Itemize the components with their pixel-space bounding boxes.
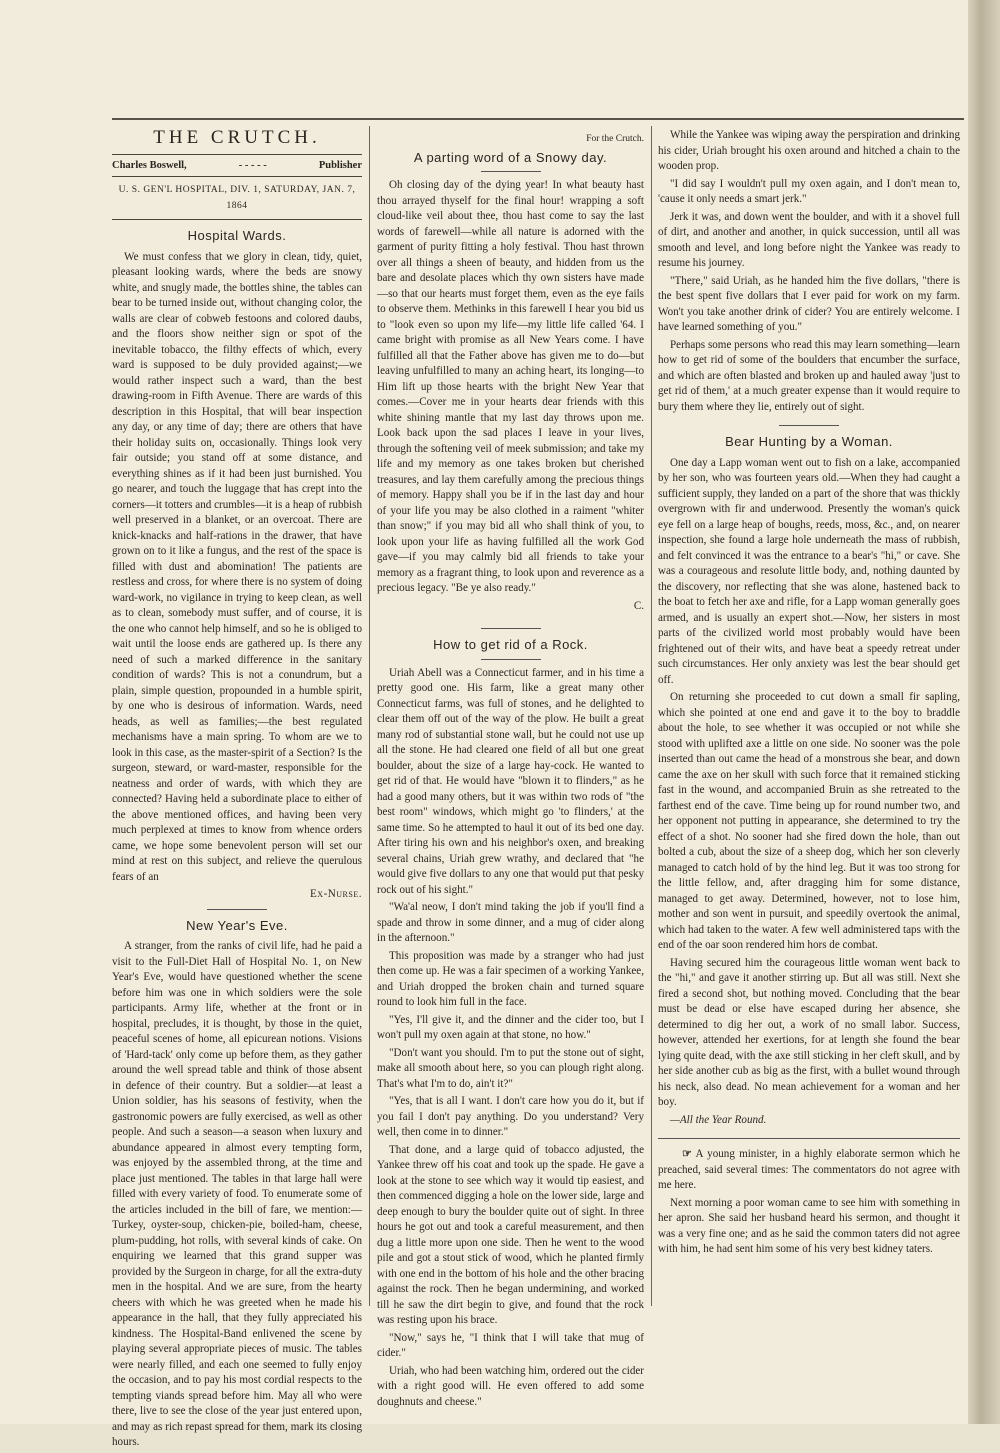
bear-paragraph: On returning she proceeded to cut down a small fir sapling, which she pointed at one end and gave it to the boy to braddle about the hole, to see whether it was occupied or not while she stood with uplifted axe a little on one side. No sooner was the pole inserted than out came the head of a monstrous she bear, and down came the axe on her skull with such force that it remained sticking fast in the wound, and accompanied Bruin as she retreated to the farthest end of the cave. Time being up for round number two, and her opponent not putting in appearance, she determined to try the effect of a shot. No sooner had she fired down the hole, than out bolted a cub, about the size of a sheep dog, which her son cleverly managed to catch hold of by the hind leg. But it was too strong for the little fellow, and, after dragging him for some distance, managed to get away. Determined, however, not to lose him, mother and son went in pursuit, and speedily overtook the animal, which had taken to the water. A few well administered taps with the end of the oar soon rendered him hors de combat.	[658, 691, 960, 951]
bear-source: —All the Year Round.	[670, 1113, 767, 1126]
page-binding-edge	[968, 0, 1000, 1424]
hospital-wards-heading: Hospital Wards.	[187, 228, 287, 243]
dateline: U. S. GEN'L HOSPITAL, DIV. 1, SATURDAY, JAN. 7, 1864	[112, 177, 362, 220]
for-the-crutch-line: For the Crutch.	[586, 134, 644, 144]
bear-heading: Bear Hunting by a Woman.	[725, 434, 893, 449]
bear-paragraph: One day a Lapp woman went out to fish on a lake, accompanied by her son, who was fourteen years old.—When they had caught a sufficient supply, they landed on a part of the shore that was thickly overgrown with fir and underwood. Presently the woman's quick eye fell on a large heap of boughs, reeds, moss, &c., and, on nearer inspection, she found a large hole underneath the mass of rubbish, and felt convinced it was the entrance to a bear's "hi," or cave. She was a courageous and resolute little body, and, nothing daunted by the discovery, nor reflecting that she was alone, hastened back to the boat to fetch her axe and rifle, for a Lapp woman generally goes armed, and is usually an expert shot.—Now, her sisters in most parts of the civilized world most probably would have been frightened out of their wits, and have beat a speedy retreat under such circumstances. Her only anxiety was lest the bear should get off.	[658, 456, 960, 686]
column-1	[112, 128, 362, 1453]
rock-heading: How to get rid of a Rock.	[433, 637, 588, 652]
parting-word-body: Oh closing day of the dying year! In what beauty hast thou arrayed thyself for the final hour! wrapping a soft cloud-like veil about thee, thou hast come to say the last words of farewell—while all nature is adorned with the garment of purity fitting a holy festival. Thou hast thrown over all things a sheen of beauty, and hidden from us the bare and desolate places which thy own sisters have made—so that our hearts must forget them, even as the eye fails to observe them. Methinks in this farewell I hear you bid us to "look even so upon my life—my little life called '64. I came bright with promise as all New Years come. I have fulfilled all that the Father above has given me to do—but leaving unfulfilled to many an aching heart, its longing—to Him lift up those hearts with the bright New Year that comes.—Cover me in your hearts dear friends with this white shining mantle that my last day throws upon me. Look back upon the sad places I leave in your lives, through the softening veil of meek submission; and take my life and my memory as one takes broken but cherished treasures, and lay them carefully among the precious things of memory. Happy shall you be if in the last day and hour of your life you may be also clothed in a raiment "whiter than snow;" if you may bid all who shall think of you, to look upon your life as having fulfilled all the work God gave—if you may calmly bid all friends to take your memory as a fragrant thing, to look upon and reverence as a precious legacy. "Be ye also ready."	[377, 179, 644, 594]
bear-paragraph: Having secured him the courageous little woman went back to the "hi," and gave it another stirring up. But all was still. Next she fired a second shot, but nothing moved. Concluding that the bear must be dead or else have escaped during her absence, she determined to dig her out, a work of no small labor. Success, however, attended her exertions, for at length she found the bear lying quite dead, with the axe still sticking in her cleft skull, and by her side another cub as big as the first, with a bullet wound through his neck, also dead. No mean achievement for a woman and her boy.	[658, 956, 960, 1108]
publisher-dashes: - - - - -	[238, 159, 267, 171]
section-divider	[658, 1138, 960, 1139]
minister-paragraph: Next morning a poor woman came to see him with something in her apron. She said her husband heard his sermon, and thought it was a very fine one; and as he said the common taters did not agree with him, he had sent him some of his very best kidney taters.	[658, 1196, 960, 1255]
section-divider	[481, 171, 541, 172]
rock-paragraph: That done, and a large quid of tobacco adjusted, the Yankee threw off his coat and took up the spade. He gave a look at the stone to see which way it would tip easiest, and then commenced digging a hole on the lower side, large and deep enough to bury the boulder quite out of sight. In three hours he got out and took a careful measurement, and then dug a little more upon one side. Then he went to the wood pile and got a stout stick of wood, which he planted firmly with one end in the bottom of his hole and the other bracing against the rock. Then he began undermining, and worked till he saw the dirt begin to give, and found that the rock was resting upon his brace.	[377, 1143, 644, 1326]
rock-paragraph: Jerk it was, and down went the boulder, and with it a shovel full of dirt, and another and another, in quick succession, until all was smooth and level, and long before night the Yankee was ready to resume his journey.	[658, 210, 960, 269]
rock-paragraph: Perhaps some persons who read this may learn something—learn how to get rid of some of the boulders that encumber the surface, and which are often blasted and broken up and hauled away 'just to get rid of them,' at a much greater expense than it would require to bury them where they lie, entirely out of sight.	[658, 338, 960, 413]
new-years-eve-body: A stranger, from the ranks of civil life, had he paid a visit to the Full-Diet Hall of Hospital No. 1, on New Year's Eve, would have questioned whether the scene before him was one in which soldiers were the sole participants. Army life, whether at the front or in hospital, precludes, it is thought, by those in the quiet, peaceful scenes of home, all epicurean notions. Visions of 'Hard-tack' only come up before them, as they gather around the well spread table and think of those absent in defence of their country. But a soldier—at least a Union soldier, has his seasons of festivity, when the gastronomic powers are fully exercised, as well as other people. And such a season—a season when luxury and abundance appeared in almost every tempting form, was enjoyed by the assembled throng, at the time and place just mentioned. The tables in that large hall were filled with every variety of food. To enumerate some of the articles included in the bill of fare, we mention:—Turkey, oyster-soup, chicken-pie, boiled-ham, cheese, plum-pudding, hot rolls, with several kinds of cake. On enquiring we learned that this grand supper was provided by the Surgeon in charge, for all the extra-duty men in the hospital. And we are sure, from the hearty cheers with which he was greeted when he made his appearance in the hall, that they fully appreciated his kindness. The Hospital-Band enlivened the scene by playing several appropriate pieces of music. The tables were nearly filled, and each one seemed to fully enjoy the occasion, and to pay his most cordial respects to the tempting viands spread before him. May all who were there, live to see the close of the year just entered upon, and may as rich repast spread for them, mark its closing hours.	[112, 940, 362, 1448]
publisher-label: Publisher	[318, 159, 362, 171]
section-divider	[779, 425, 839, 426]
publisher-name: Charles Boswell,	[112, 159, 187, 171]
column-rule-2	[651, 126, 652, 1306]
rock-paragraph: "Now," says he, "I think that I will take that mug of cider."	[377, 1331, 644, 1359]
rock-paragraph: "Yes, I'll give it, and the dinner and the cider too, but I won't pull my oxen again at that stone, no how."	[377, 1013, 644, 1041]
publisher-row	[112, 154, 362, 178]
rock-paragraph: This proposition was made by a stranger who had just then come up. He was a fair specimen of a working Yankee, and Uriah dropped the broken chain and turned square round to look him full in the face.	[377, 949, 644, 1008]
column-rule-1	[369, 126, 370, 1306]
section-divider	[207, 909, 267, 910]
minister-paragraph: ☞ A young minister, in a highly elaborate sermon which he preached, said several times: The commentators do not agree with me here.	[658, 1148, 960, 1191]
rock-paragraph: "Yes, that is all I want. I don't care how you do it, but if you fail I don't pay anything. Do you understand? Very well, then come in to dinner."	[377, 1095, 644, 1138]
section-divider	[481, 659, 541, 660]
hospital-wards-signature: Ex-Nurse.	[310, 888, 362, 900]
column-3	[658, 128, 960, 1260]
rock-paragraph: While the Yankee was wiping away the perspiration and drinking his cider, Uriah brought his oxen around and hitched a chain to the wooden prop.	[658, 129, 960, 172]
rock-paragraph: "Don't want you should. I'm to put the stone out of sight, make all smooth about here, so you can plough right along. That's what I'm to do, ain't it?"	[377, 1046, 644, 1090]
rock-paragraph: "Wa'al neow, I don't mind taking the job if you'll find a spade and throw in some dinner, and a mug of cider along in the afternoon."	[377, 901, 644, 944]
rock-paragraph: "There," said Uriah, as he handed him the five dollars, "there is the best spent five dollars that I ever paid for work on my farm. Won't you take another drink of cider? You are entirely welcome. I have learned something of you."	[658, 274, 960, 333]
hospital-wards-body: We must confess that we glory in clean, tidy, quiet, pleasant looking wards, where the beds are snowy white, and snugly made, the bottles shine, the tables can bear to be turned inside out, without changing color, the walls are clear of cobweb festoons and colored daubs, and the floors show neither sign or spot of the inevitable tobacco, the filthy effects of which, every ward is supposed to be duly provided against;—we would rather inspect such a ward, than the best drawing-room in Fifth Avenue. There are wards of this description in this Hospital, that will bear inspection any day, or any time of day; there are others that have their holiday suits on, occasionally. Things look very fair outside; you stand off at some distance, and everything shines as if it had been just burnished. You go nearer, and touch the luggage that has crept into the corners—it totters and crumbles—it is a heap of rubbish well preserved in a blanket, or an overcoat. There are knick-knacks and half-rations in the drawer, that have grown on to it like a fungus, and the rest of the space is filled with dust and abomination! The patients are restless and cross, for where there is no system of doing ward-work, no vigilance in trying to keep clean, as well as to clean, somebody must suffer, and of course, it is the one who cannot help himself, and so he is obliged to wait until the loose ends are gathered up. Is there any need of such a marked difference in the sanitary condition of wards? This is not a conundrum, but a plain, simple question, propounded in a humble spirit, by one who is desirous of information. Wards, need heads, as well as families;—the best regulated mechanisms have a main spring. To whom are we to look in this case, as the master-spirit of a Section? Is the surgeon, steward, or ward-master, responsible for the neatness and order of wards, with which they are connected? Having held a subordinate place to either of the above mentioned offices, and having been very much perplexed at times to know from whence orders came, we hope some benevolent person will set our mind at rest on this subject, and relieve the querulous fears of an	[112, 250, 362, 883]
rock-paragraph: Uriah, who had been watching him, ordered out the cider with a right good will. He even offered to add some doughnuts and cheese."	[377, 1364, 644, 1408]
top-rule	[112, 118, 964, 120]
section-divider	[481, 628, 541, 629]
column-2	[377, 128, 644, 1412]
masthead-title: THE CRUTCH.	[153, 127, 321, 148]
parting-word-signature: C.	[633, 599, 644, 612]
rock-paragraph: Uriah Abell was a Connecticut farmer, and in his time a pretty good one. His farm, like a great many other Connecticut farms, was full of stones, and he delighted to clear them off out of the way of the plow. He built a great many rod of substantial stone wall, but he could not use up all the stone. He had cleared one field of all but one great boulder, about the size of a large hay-cock. He wanted to get rid of that. He would have "blown it to flinders," as he had a good many others, but it was within two rods of "the best room" windows, which might go 'to flinders,' at the same time. So he attempted to haul it out of its bed one day. After tiring his own and his neighbor's oxen, and breaking several chains, Uriah grew wrathy, and declared that "he would give five dollars to any one that would put that pesky rock out of his sight."	[377, 666, 644, 896]
new-years-eve-heading: New Year's Eve.	[186, 917, 288, 933]
parting-word-heading: A parting word of a Snowy day.	[413, 149, 608, 165]
pointing-hand-icon: ☞	[682, 1148, 692, 1160]
rock-paragraph: "I did say I wouldn't pull my oxen again, and I don't mean to, 'cause it only needs a smart jerk."	[658, 177, 960, 205]
